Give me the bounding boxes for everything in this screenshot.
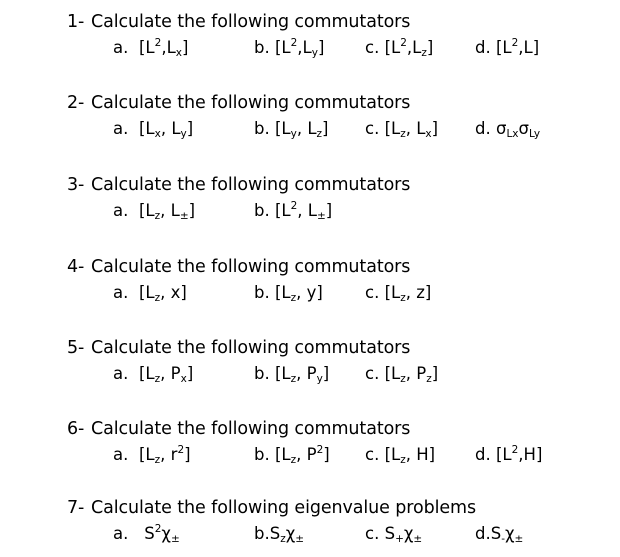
item-expression: $[L^2,L]$: [495, 37, 540, 57]
problem-7-title: [67, 498, 476, 518]
problem-4-item-a: [113, 283, 187, 302]
problem-1-item-d: [475, 38, 539, 57]
item-expression: $S_+\chi_\pm$: [384, 524, 423, 545]
problem-6-item-b: [254, 445, 330, 464]
problem-number: 7-: [67, 498, 85, 518]
problem-6-item-c: [365, 445, 435, 464]
item-expression: [$L_z$, $L_x$]: [384, 119, 439, 140]
item-expression: $[L^2,H]$: [495, 444, 543, 464]
problem-1-item-b: [254, 38, 324, 57]
item-expression: [$L_z$, $P_z$]: [384, 364, 439, 385]
item-label: b.: [254, 524, 270, 543]
item-label: a.: [113, 364, 129, 383]
item-expression: [$L_z$, H]: [384, 445, 436, 466]
item-label: c.: [365, 119, 380, 138]
item-expression: [$L_z$, z]: [384, 283, 432, 304]
problem-number: 1-: [67, 12, 85, 32]
item-label: d.: [475, 119, 491, 138]
problem-title-text: Calculate the following commutators: [91, 338, 411, 358]
item-label: a.: [113, 283, 129, 302]
problem-7-item-d: [475, 524, 523, 543]
item-label: a.: [113, 445, 129, 464]
item-expression: [$L_z$, y]: [274, 283, 323, 304]
problem-1-title: [67, 12, 410, 32]
problem-4-title: [67, 257, 410, 277]
problem-7-item-c: [365, 524, 422, 543]
item-expression: [$L_x$, $L_y$]: [139, 119, 194, 140]
problem-7-item-a: [113, 524, 180, 543]
item-label: b.: [254, 201, 270, 220]
item-expression: [$L^2$, $L_\pm$]: [274, 200, 333, 222]
problem-7-item-b: [254, 524, 304, 543]
item-label: d.: [475, 524, 491, 543]
item-expression: $S^2\chi_\pm$: [144, 523, 180, 545]
problem-number: 5-: [67, 338, 85, 358]
problem-3-item-b: [254, 201, 332, 220]
problem-5-title: [67, 338, 410, 358]
item-label: d.: [475, 38, 491, 57]
item-expression: [$L_z$, $L_\pm$]: [139, 201, 196, 222]
problem-3-title: [67, 175, 410, 195]
problem-title-text: Calculate the following commutators: [91, 175, 411, 195]
item-label: a.: [113, 524, 129, 543]
item-label: c.: [365, 445, 380, 464]
item-label: b.: [254, 445, 270, 464]
item-label: a.: [113, 38, 129, 57]
problem-2-item-d: [475, 119, 540, 138]
item-label: b.: [254, 119, 270, 138]
item-label: a.: [113, 201, 129, 220]
problem-5-item-a: [113, 364, 193, 383]
problem-title-text: Calculate the following eigenvalue problems: [91, 498, 476, 518]
problem-title-text: Calculate the following commutators: [91, 93, 411, 113]
problem-4-item-b: [254, 283, 323, 302]
problem-3-item-a: [113, 201, 195, 220]
item-label: c.: [365, 283, 380, 302]
problem-title-text: Calculate the following commutators: [91, 419, 411, 439]
item-label: b.: [254, 283, 270, 302]
problem-6-title: [67, 419, 410, 439]
problem-number: 2-: [67, 93, 85, 113]
item-label: c.: [365, 524, 380, 543]
problem-6-item-a: [113, 445, 191, 464]
item-label: d.: [475, 445, 491, 464]
item-expression: [$L_z$, $P_x$]: [139, 364, 194, 385]
problem-number: 6-: [67, 419, 85, 439]
problem-6-item-d: [475, 445, 542, 464]
problem-1-item-c: [365, 38, 433, 57]
item-label: a.: [113, 119, 129, 138]
item-expression: [$L_z$, $P_y$]: [274, 364, 330, 385]
problem-title-text: Calculate the following commutators: [91, 12, 411, 32]
problem-1-item-a: [113, 38, 188, 57]
item-expression: [$L_z$, $r^2$]: [139, 444, 191, 466]
item-expression: $[L^2,L_x]$: [139, 37, 189, 59]
problem-number: 4-: [67, 257, 85, 277]
item-label: b.: [254, 364, 270, 383]
problem-5-item-b: [254, 364, 329, 383]
problem-2-item-a: [113, 119, 193, 138]
item-expression: $S_-\chi_\pm$: [490, 524, 524, 545]
item-expression: $\sigma_{Lx}\sigma_{Ly}$: [495, 119, 541, 140]
problem-2-title: [67, 93, 410, 113]
problem-title-text: Calculate the following commutators: [91, 257, 411, 277]
item-expression: $[L^2,L_y]$: [274, 37, 325, 59]
problem-4-item-c: [365, 283, 431, 302]
problem-number: 3-: [67, 175, 85, 195]
item-expression: $S_z\chi_\pm$: [269, 524, 305, 545]
item-expression: [$L_y$, $L_z$]: [274, 119, 329, 140]
item-expression: $[L^2,L_z]$: [384, 37, 434, 59]
item-label: c.: [365, 364, 380, 383]
problem-2-item-b: [254, 119, 328, 138]
item-expression: [$L_z$, $P^2$]: [274, 444, 330, 466]
item-label: b.: [254, 38, 270, 57]
problem-2-item-c: [365, 119, 438, 138]
item-label: c.: [365, 38, 380, 57]
problem-5-item-c: [365, 364, 438, 383]
item-expression: [$L_z$, x]: [139, 283, 187, 304]
